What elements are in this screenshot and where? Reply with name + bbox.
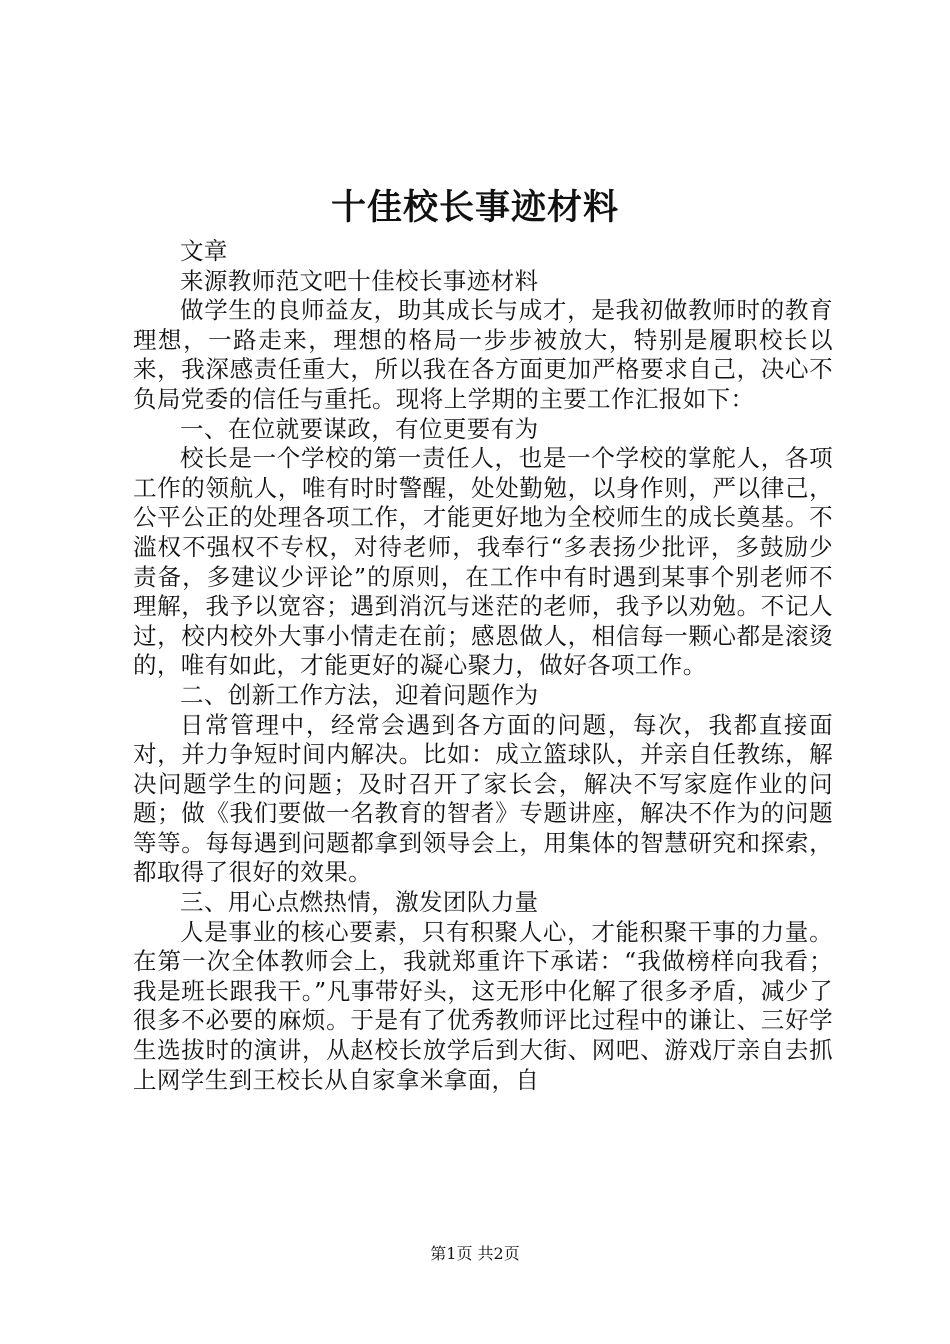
document-body (133, 237, 833, 1095)
paragraph-intro: 做学生的良师益友，助其成长与成才，是我初做教师时的教育理想，一路走来，理想的格局一步步被放大，特别是履职校长以来，我深感责任重大，所以我在各方面更加严格要求自己，决心不负局党委的信任与重托。现将上学期的主要工作汇报如下： (133, 296, 833, 413)
section-heading-2: 二、创新工作方法，迎着问题作为 (180, 680, 539, 709)
paragraph-section-2: 日常管理中，经常会遇到各方面的问题，每次，我都直接面对，并力争短时间内解决。比如：成立篮球队，并亲自任教练，解决问题学生的问题；及时召开了家长会，解决不写家庭作业的问题；做《我们要做一名教育的智者》专题讲座，解决不作为的问题等等。每每遇到问题都拿到领导会上，用集体的智慧研究和探索，都取得了很好的效果。 (133, 710, 833, 887)
page-footer: 第1页 共2页 (430, 1244, 520, 1263)
section-heading-1: 一、在位就要谋政，有位更要有为 (180, 414, 539, 443)
section-heading-3: 三、用心点燃热情，激发团队力量 (180, 888, 539, 917)
paragraph-section-1: 校长是一个学校的第一责任人，也是一个学校的掌舵人，各项工作的领航人，唯有时时警醒，处处勤勉，以身作则，严以律己，公平公正的处理各项工作，才能更好地为全校师生的成长奠基。不滥权不强权不专权，对待老师，我奉行“多表扬少批评，多鼓励少责备，多建议少评论”的原则，在工作中有时遇到某事个别老师不理解，我予以宽容；遇到消沉与迷茫的老师，我予以劝勉。不记人过，校内校外大事小情走在前；感恩做人，相信每一颗心都是滚烫的，唯有如此，才能更好的凝心聚力，做好各项工作。 (133, 444, 833, 680)
paragraph-section-3: 人是事业的核心要素，只有积聚人心，才能积聚干事的力量。在第一次全体教师会上，我就郑重许下承诺：“我做榜样向我看；我是班长跟我干。”凡事带好头，这无形中化解了很多矛盾，减少了很多不必要的麻烦。于是有了优秀教师评比过程中的谦让、三好学生选拔时的演讲，从赵校长放学后到大街、网吧、游戏厅亲自去抓上网学生到王校长从自家拿米拿面，自 (133, 917, 833, 1094)
paragraph-source: 来源教师范文吧十佳校长事迹材料 (180, 266, 539, 295)
document-title: 十佳校长事迹材料 (330, 187, 619, 228)
paragraph-article-label: 文章 (180, 237, 228, 265)
